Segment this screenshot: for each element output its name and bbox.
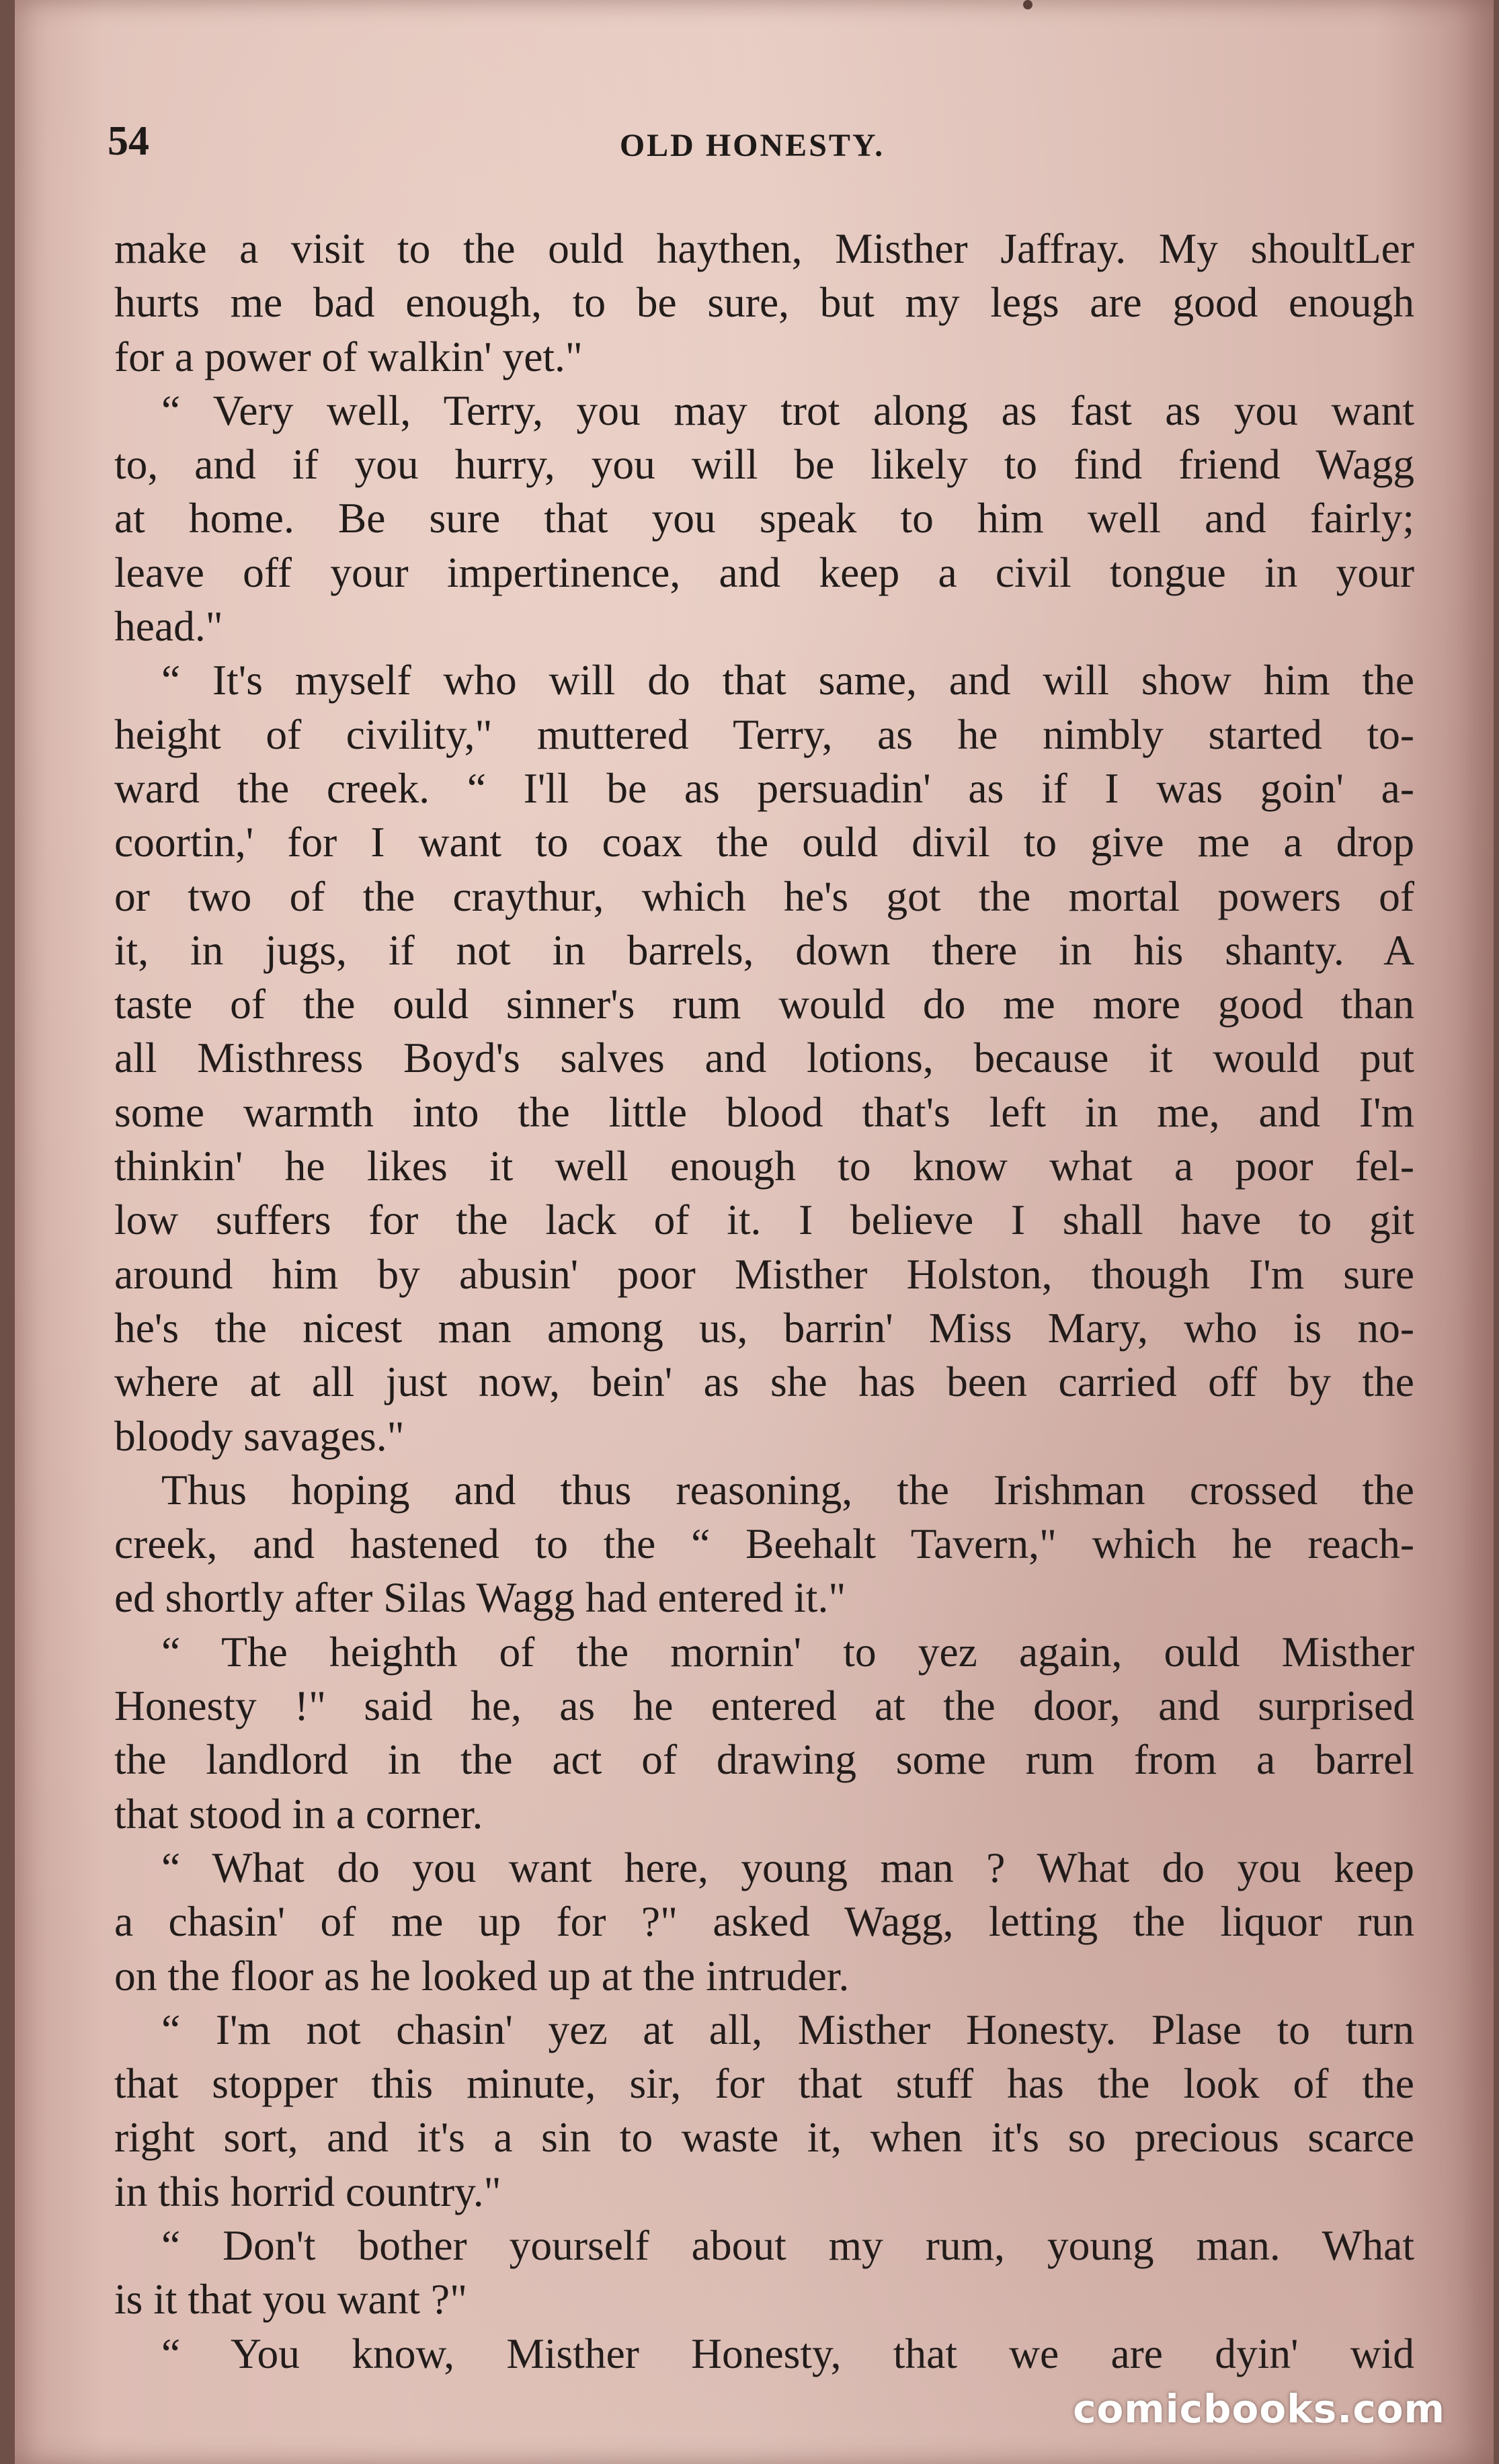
text-line: head." — [114, 602, 223, 651]
text-line: “ What do you want here, young man ? What do you keep — [161, 1843, 1414, 1891]
page-number: 54 — [108, 118, 149, 164]
text-line: hurts me bad enough, to be sure, but my legs are good enough — [114, 278, 1414, 327]
text-line: “ You know, Misther Honesty, that we are dyin' wid — [161, 2329, 1414, 2377]
text-line: all Misthress Boyd's salves and lotions, because it would put — [114, 1034, 1414, 1082]
text-line: “ I'm not chasin' yez at all, Misther Honesty. Plase to turn — [161, 2005, 1414, 2053]
text-line: bloody savages." — [114, 1411, 405, 1460]
text-line: “ The heighth of the mornin' to yez again, ould Misther — [161, 1627, 1414, 1676]
text-line: for a power of walkin' yet." — [114, 332, 583, 380]
text-line: it, in jugs, if not in barrels, down there in his shanty. A — [114, 926, 1414, 974]
book-page — [15, 0, 1494, 2464]
text-line: at home. Be sure that you speak to him well and fairly; — [114, 494, 1414, 542]
text-line: or two of the craythur, which he's got the mortal powers of — [114, 872, 1414, 920]
text-line: ed shortly after Silas Wagg had entered it." — [114, 1573, 846, 1622]
text-line: make a visit to the ould haythen, Misther Jaffray. My shoultLer — [114, 224, 1414, 272]
text-line: “ It's myself who will do that same, and will show him the — [161, 656, 1414, 704]
text-line: is it that you want ?" — [114, 2275, 468, 2324]
text-line: in this horrid country." — [114, 2167, 501, 2215]
text-line: height of civility," muttered Terry, as he nimbly started to- — [114, 710, 1414, 758]
text-line: Honesty !" said he, as he entered at the door, and surprised — [114, 1682, 1414, 1730]
page-header — [87, 118, 1417, 178]
ink-speck — [1023, 0, 1032, 9]
text-line: to, and if you hurry, you will be likely to find friend Wagg — [114, 440, 1414, 489]
text-line: where at all just now, bein' as she has been carried off by the — [114, 1358, 1414, 1406]
text-line: “ Very well, Terry, you may trot along as fast as you want — [161, 386, 1414, 434]
text-line: Thus hoping and thus reasoning, the Irishman crossed the — [161, 1465, 1414, 1514]
text-line: ward the creek. “ I'll be as persuadin' as if I was goin' a- — [114, 764, 1414, 812]
text-line: he's the nicest man among us, barrin' Miss Mary, who is no- — [114, 1303, 1414, 1352]
text-line: a chasin' of me up for ?" asked Wagg, letting the liquor run — [114, 1897, 1414, 1946]
text-line: thinkin' he likes it well enough to know what a poor fel- — [114, 1142, 1414, 1190]
text-line: right sort, and it's a sin to waste it, when it's so precious scarce — [114, 2113, 1414, 2162]
text-line: “ Don't bother yourself about my rum, young man. What — [161, 2221, 1414, 2269]
running-title: OLD HONESTY. — [619, 128, 885, 163]
text-line: on the floor as he looked up at the intruder. — [114, 1951, 850, 2000]
watermark: comicbooks.com — [1073, 2386, 1445, 2432]
text-line: that stood in a corner. — [114, 1789, 483, 1838]
text-line: the landlord in the act of drawing some rum from a barrel — [114, 1735, 1414, 1784]
text-line: some warmth into the little blood that's left in me, and I'm — [114, 1087, 1414, 1136]
text-line: leave off your impertinence, and keep a civil tongue in your — [114, 548, 1414, 596]
text-line: that stopper this minute, sir, for that stuff has the look of the — [114, 2059, 1414, 2108]
text-line: creek, and hastened to the “ Beehalt Tavern," which he reach- — [114, 1520, 1414, 1568]
body-text — [114, 222, 1414, 2381]
text-line: taste of the ould sinner's rum would do me more good than — [114, 980, 1414, 1028]
text-line: low suffers for the lack of it. I believe I shall have to git — [114, 1196, 1414, 1244]
text-line: around him by abusin' poor Misther Holston, though I'm sure — [114, 1249, 1414, 1298]
text-line: coortin,' for I want to coax the ould divil to give me a drop — [114, 818, 1414, 866]
